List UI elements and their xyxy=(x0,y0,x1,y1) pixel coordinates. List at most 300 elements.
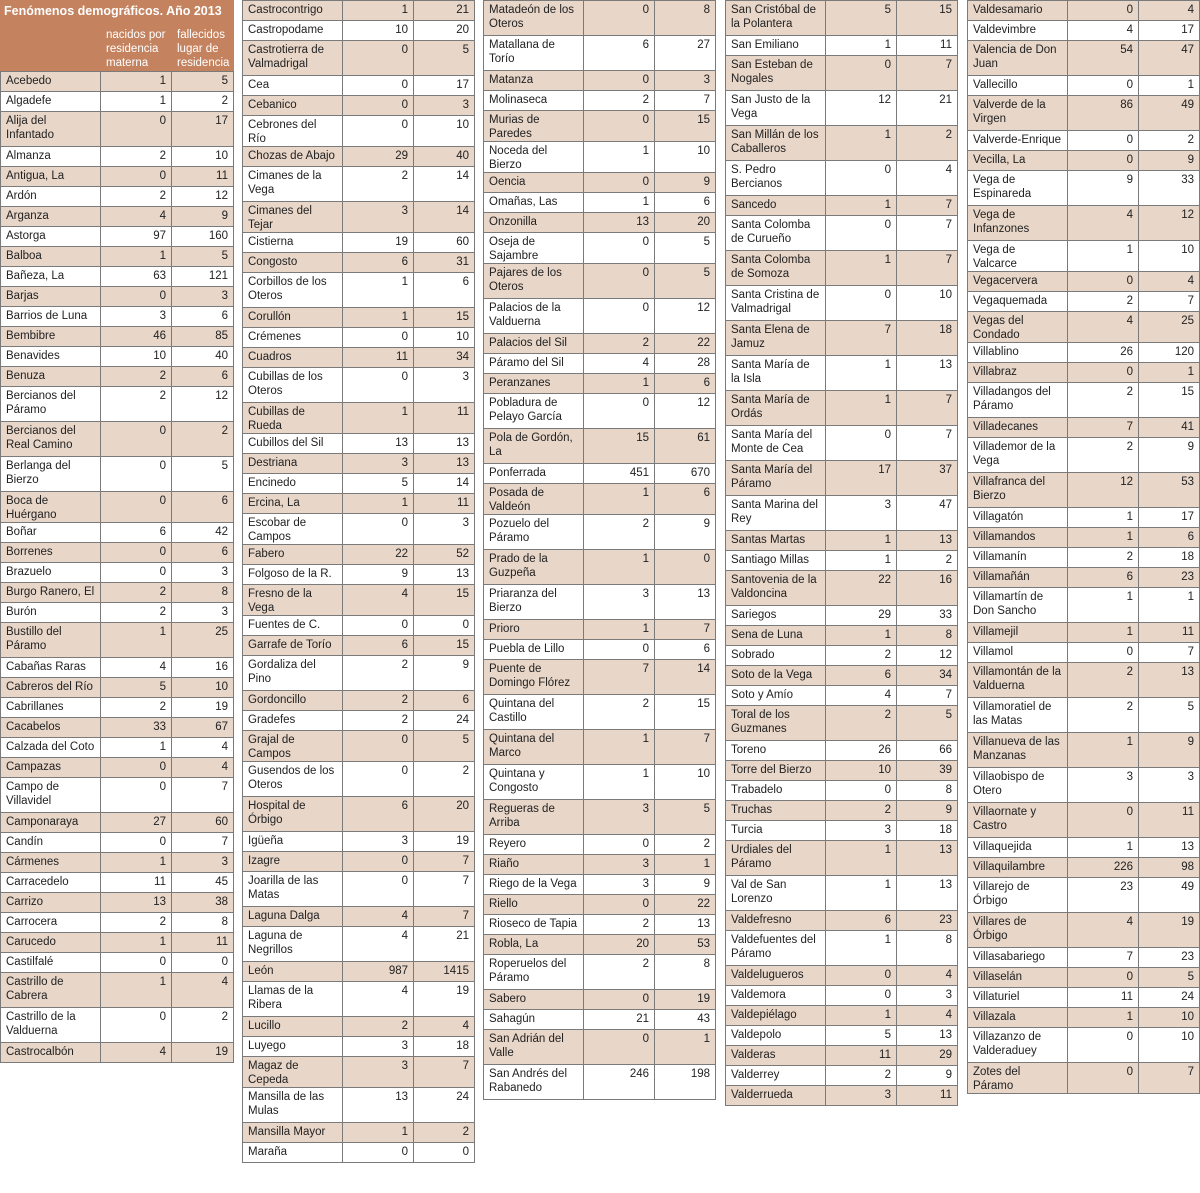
table-row xyxy=(484,1065,716,1100)
table-row xyxy=(726,216,958,251)
table-row xyxy=(484,895,716,915)
deaths-value: 2 xyxy=(897,126,958,161)
births-value: 1 xyxy=(1068,241,1139,272)
municipality-name: Villamoratiel de las Matas xyxy=(968,698,1068,733)
table-row xyxy=(726,706,958,741)
municipality-name: Magaz de Cepeda xyxy=(243,1057,343,1088)
deaths-value: 5 xyxy=(655,264,716,299)
births-value: 15 xyxy=(584,429,655,464)
deaths-value: 25 xyxy=(172,623,234,658)
births-value: 1 xyxy=(101,853,172,873)
deaths-value: 1 xyxy=(655,1030,716,1065)
table-row xyxy=(484,394,716,429)
table-row xyxy=(243,872,475,907)
births-value: 1 xyxy=(343,494,414,514)
municipality-name: Villadecanes xyxy=(968,418,1068,438)
table-row xyxy=(726,646,958,666)
table-row xyxy=(968,438,1200,473)
births-value: 1 xyxy=(584,374,655,394)
births-value: 2 xyxy=(826,801,897,821)
births-value: 1 xyxy=(584,550,655,585)
deaths-value: 7 xyxy=(172,833,234,853)
table-row xyxy=(968,292,1200,312)
births-value: 1 xyxy=(826,551,897,571)
municipality-name: San Justo de la Vega xyxy=(726,91,826,126)
deaths-value: 7 xyxy=(655,91,716,111)
table-row xyxy=(1,813,234,833)
births-value: 0 xyxy=(584,264,655,299)
municipality-name: Valverde-Enrique xyxy=(968,131,1068,151)
deaths-value: 10 xyxy=(655,765,716,800)
table-row xyxy=(243,1143,475,1163)
table-row xyxy=(968,151,1200,171)
deaths-value: 3 xyxy=(172,563,234,583)
municipality-name: Valdefresno xyxy=(726,911,826,931)
births-value: 12 xyxy=(826,91,897,126)
table-row xyxy=(726,36,958,56)
table-row xyxy=(1,227,234,247)
deaths-value: 19 xyxy=(172,1043,234,1063)
births-value: 2 xyxy=(343,656,414,691)
table-row xyxy=(484,91,716,111)
births-value: 3 xyxy=(826,821,897,841)
births-value: 1 xyxy=(826,876,897,911)
births-value: 1 xyxy=(1068,528,1139,548)
births-value: 0 xyxy=(826,216,897,251)
municipality-name: Cacabelos xyxy=(1,718,101,738)
deaths-value: 5 xyxy=(897,706,958,741)
deaths-value: 15 xyxy=(414,308,475,328)
deaths-value: 6 xyxy=(655,374,716,394)
deaths-value: 11 xyxy=(414,403,475,434)
table-row xyxy=(726,781,958,801)
municipality-name: Santa María de la Isla xyxy=(726,356,826,391)
municipality-name: Lucillo xyxy=(243,1017,343,1037)
deaths-value: 2 xyxy=(172,92,234,112)
deaths-value: 13 xyxy=(897,1026,958,1046)
deaths-value: 7 xyxy=(897,426,958,461)
municipality-name: Castrotierra de Valmadrigal xyxy=(243,41,343,76)
table-row xyxy=(484,233,716,264)
municipality-name: Sancedo xyxy=(726,196,826,216)
table-row xyxy=(484,354,716,374)
table-row xyxy=(726,496,958,531)
births-value: 22 xyxy=(826,571,897,606)
deaths-value: 7 xyxy=(414,852,475,872)
table-row xyxy=(484,429,716,464)
births-value: 0 xyxy=(101,422,172,457)
deaths-value: 17 xyxy=(1139,21,1200,41)
births-value: 1 xyxy=(101,247,172,267)
table-row xyxy=(484,990,716,1010)
municipality-name: Villanueva de las Manzanas xyxy=(968,733,1068,768)
municipality-name: Val de San Lorenzo xyxy=(726,876,826,911)
table-row xyxy=(726,931,958,966)
births-value: 0 xyxy=(584,233,655,264)
deaths-value: 4 xyxy=(897,161,958,196)
municipality-name: Castilfalé xyxy=(1,953,101,973)
births-value: 1 xyxy=(826,626,897,646)
table-row xyxy=(243,545,475,565)
deaths-value: 9 xyxy=(655,875,716,895)
births-value: 0 xyxy=(1068,151,1139,171)
table-row xyxy=(968,548,1200,568)
deaths-value: 85 xyxy=(172,327,234,347)
deaths-value: 12 xyxy=(655,394,716,429)
table-row xyxy=(1,913,234,933)
deaths-value: 1 xyxy=(655,855,716,875)
table-row xyxy=(484,111,716,142)
municipality-table xyxy=(242,0,475,1163)
municipality-name: Villamontán de la Valduerna xyxy=(968,663,1068,698)
table-column-3 xyxy=(483,0,715,1100)
municipality-name: Bembibre xyxy=(1,327,101,347)
table-row xyxy=(1,422,234,457)
municipality-name: Fuentes de C. xyxy=(243,616,343,636)
municipality-table xyxy=(725,0,958,1106)
births-value: 0 xyxy=(101,563,172,583)
births-value: 0 xyxy=(343,514,414,545)
births-value: 22 xyxy=(343,545,414,565)
table-row xyxy=(726,1086,958,1106)
births-value: 1 xyxy=(826,931,897,966)
table-row xyxy=(243,636,475,656)
municipality-name: Villarejo de Órbigo xyxy=(968,878,1068,913)
table-row xyxy=(243,616,475,636)
births-value: 3 xyxy=(1068,768,1139,803)
table-row xyxy=(1,367,234,387)
municipality-name: Izagre xyxy=(243,852,343,872)
municipality-name: San Adrián del Valle xyxy=(484,1030,584,1065)
municipality-name: Cea xyxy=(243,76,343,96)
table-row xyxy=(1,543,234,563)
deaths-value: 42 xyxy=(172,523,234,543)
births-value: 4 xyxy=(584,354,655,374)
deaths-value: 8 xyxy=(172,583,234,603)
deaths-value: 0 xyxy=(172,953,234,973)
table-row xyxy=(1,1043,234,1063)
deaths-value: 6 xyxy=(1139,528,1200,548)
municipality-name: Laguna Dalga xyxy=(243,907,343,927)
deaths-value: 4 xyxy=(172,973,234,1008)
deaths-value: 18 xyxy=(897,821,958,841)
births-value: 0 xyxy=(343,1143,414,1163)
births-value: 2 xyxy=(584,915,655,935)
births-value: 2 xyxy=(1068,438,1139,473)
municipality-name: Candín xyxy=(1,833,101,853)
municipality-name: Corullón xyxy=(243,308,343,328)
deaths-value: 49 xyxy=(1139,96,1200,131)
municipality-name: Noceda del Bierzo xyxy=(484,142,584,173)
table-row xyxy=(243,514,475,545)
births-value: 9 xyxy=(1068,171,1139,206)
municipality-name: Almanza xyxy=(1,147,101,167)
deaths-value: 19 xyxy=(414,982,475,1017)
births-value: 0 xyxy=(343,852,414,872)
births-value: 1 xyxy=(1068,1008,1139,1028)
municipality-name: Matallana de Torío xyxy=(484,36,584,71)
table-row xyxy=(968,968,1200,988)
births-value: 226 xyxy=(1068,858,1139,878)
municipality-name: Villaornate y Castro xyxy=(968,803,1068,838)
municipality-name: Santa María de Ordás xyxy=(726,391,826,426)
municipality-name: Cubillas de los Oteros xyxy=(243,368,343,403)
births-value: 1 xyxy=(343,308,414,328)
table-row xyxy=(968,623,1200,643)
deaths-value: 6 xyxy=(172,307,234,327)
municipality-name: Bustillo del Páramo xyxy=(1,623,101,658)
table-row xyxy=(726,321,958,356)
deaths-value: 6 xyxy=(655,193,716,213)
births-value: 3 xyxy=(826,496,897,531)
births-value: 0 xyxy=(826,286,897,321)
deaths-value: 17 xyxy=(1139,508,1200,528)
table-row xyxy=(726,551,958,571)
municipality-name: Ercina, La xyxy=(243,494,343,514)
deaths-value: 24 xyxy=(414,1088,475,1123)
municipality-name: Cimanes del Tejar xyxy=(243,202,343,233)
municipality-name: Villablino xyxy=(968,343,1068,363)
municipality-name: Villares de Órbigo xyxy=(968,913,1068,948)
table-row xyxy=(968,96,1200,131)
table-row xyxy=(968,588,1200,623)
deaths-value: 15 xyxy=(655,111,716,142)
deaths-value: 7 xyxy=(414,1057,475,1088)
table-row xyxy=(726,986,958,1006)
deaths-value: 21 xyxy=(897,91,958,126)
births-value: 2 xyxy=(1068,663,1139,698)
deaths-value: 7 xyxy=(897,56,958,91)
municipality-name: Gordoncillo xyxy=(243,691,343,711)
municipality-name: Oseja de Sajambre xyxy=(484,233,584,264)
deaths-value: 23 xyxy=(1139,568,1200,588)
table-row xyxy=(243,147,475,167)
births-value: 21 xyxy=(584,1010,655,1030)
births-value: 0 xyxy=(101,778,172,813)
deaths-value: 3 xyxy=(414,514,475,545)
births-value: 4 xyxy=(101,1043,172,1063)
table-row xyxy=(1,347,234,367)
births-value: 29 xyxy=(343,147,414,167)
table-row xyxy=(968,858,1200,878)
table-row xyxy=(968,41,1200,76)
municipality-name: Reyero xyxy=(484,835,584,855)
municipality-name: Maraña xyxy=(243,1143,343,1163)
deaths-value: 3 xyxy=(1139,768,1200,803)
deaths-value: 13 xyxy=(414,565,475,585)
municipality-name: Mansilla de las Mulas xyxy=(243,1088,343,1123)
municipality-name: Santa María del Monte de Cea xyxy=(726,426,826,461)
table-row xyxy=(243,348,475,368)
municipality-name: Santa Colomba de Curueño xyxy=(726,216,826,251)
table-row xyxy=(484,36,716,71)
births-value: 2 xyxy=(1068,548,1139,568)
municipality-name: Crémenes xyxy=(243,328,343,348)
births-value: 2 xyxy=(101,367,172,387)
deaths-value: 6 xyxy=(172,367,234,387)
municipality-name: Fabero xyxy=(243,545,343,565)
births-value: 0 xyxy=(1068,76,1139,96)
table-row xyxy=(968,241,1200,272)
municipality-name: Villagatón xyxy=(968,508,1068,528)
table-row xyxy=(1,623,234,658)
table-row xyxy=(968,698,1200,733)
table-row xyxy=(968,343,1200,363)
table-row xyxy=(968,206,1200,241)
municipality-name: Berlanga del Bierzo xyxy=(1,457,101,492)
births-value: 17 xyxy=(826,461,897,496)
births-value: 4 xyxy=(343,907,414,927)
table-row xyxy=(243,1088,475,1123)
deaths-value: 3 xyxy=(172,287,234,307)
births-value: 2 xyxy=(101,698,172,718)
municipality-name: Villadangos del Páramo xyxy=(968,383,1068,418)
births-value: 4 xyxy=(1068,913,1139,948)
municipality-name: Urdiales del Páramo xyxy=(726,841,826,876)
deaths-value: 3 xyxy=(897,986,958,1006)
municipality-name: Quintana y Congosto xyxy=(484,765,584,800)
table-row xyxy=(484,765,716,800)
deaths-value: 9 xyxy=(897,801,958,821)
table-row xyxy=(243,762,475,797)
births-value: 1 xyxy=(1068,588,1139,623)
municipality-name: Valderas xyxy=(726,1046,826,1066)
births-value: 6 xyxy=(343,636,414,656)
table-row xyxy=(484,620,716,640)
municipality-name: Puente de Domingo Flórez xyxy=(484,660,584,695)
municipality-name: Villaquilambre xyxy=(968,858,1068,878)
births-value: 2 xyxy=(1068,383,1139,418)
table-row xyxy=(968,171,1200,206)
births-value: 0 xyxy=(584,173,655,193)
table-row xyxy=(968,508,1200,528)
municipality-name: Truchas xyxy=(726,801,826,821)
table-row xyxy=(484,915,716,935)
births-value: 2 xyxy=(101,147,172,167)
table-column-5 xyxy=(967,0,1199,1094)
deaths-value: 9 xyxy=(1139,438,1200,473)
births-value: 1 xyxy=(101,973,172,1008)
municipality-name: Villamañán xyxy=(968,568,1068,588)
municipality-name: Folgoso de la R. xyxy=(243,565,343,585)
municipality-name: Barrios de Luna xyxy=(1,307,101,327)
births-value: 2 xyxy=(584,334,655,354)
table-row xyxy=(243,233,475,253)
table-row xyxy=(243,41,475,76)
births-value: 13 xyxy=(343,1088,414,1123)
municipality-name: Matadeón de los Oteros xyxy=(484,1,584,36)
table-row xyxy=(1,973,234,1008)
table-row xyxy=(726,821,958,841)
municipality-name: Carucedo xyxy=(1,933,101,953)
births-value: 0 xyxy=(343,96,414,116)
table-row xyxy=(726,251,958,286)
births-value: 29 xyxy=(826,606,897,626)
deaths-value: 13 xyxy=(1139,663,1200,698)
deaths-value: 7 xyxy=(897,686,958,706)
header-table xyxy=(0,0,234,71)
municipality-name: Pozuelo del Páramo xyxy=(484,515,584,550)
births-value: 987 xyxy=(343,962,414,982)
table-row xyxy=(243,832,475,852)
municipality-name: Destriana xyxy=(243,454,343,474)
municipality-name: Cabañas Raras xyxy=(1,658,101,678)
municipality-name: Astorga xyxy=(1,227,101,247)
deaths-value: 20 xyxy=(414,797,475,832)
municipality-name: San Andrés del Rabanedo xyxy=(484,1065,584,1100)
municipality-name: San Emiliano xyxy=(726,36,826,56)
table-row xyxy=(243,368,475,403)
municipality-name: Regueras de Arriba xyxy=(484,800,584,835)
municipality-name: Castrillo de Cabrera xyxy=(1,973,101,1008)
table-row xyxy=(1,583,234,603)
deaths-value: 66 xyxy=(897,741,958,761)
table-row xyxy=(1,563,234,583)
births-value: 0 xyxy=(101,457,172,492)
municipality-name: Camponaraya xyxy=(1,813,101,833)
table-row xyxy=(1,1008,234,1043)
municipality-name: Calzada del Coto xyxy=(1,738,101,758)
table-row xyxy=(484,374,716,394)
births-value: 0 xyxy=(584,1,655,36)
deaths-value: 2 xyxy=(897,551,958,571)
table-row xyxy=(968,568,1200,588)
births-value: 3 xyxy=(343,1037,414,1057)
births-value: 2 xyxy=(826,646,897,666)
municipality-name: Vega de Espinareda xyxy=(968,171,1068,206)
deaths-value: 7 xyxy=(414,907,475,927)
births-value: 4 xyxy=(1068,21,1139,41)
deaths-value: 0 xyxy=(414,1143,475,1163)
table-row xyxy=(484,142,716,173)
deaths-value: 11 xyxy=(172,167,234,187)
municipality-name: Toreno xyxy=(726,741,826,761)
births-value: 2 xyxy=(101,603,172,623)
deaths-value: 38 xyxy=(172,893,234,913)
municipality-name: Villazala xyxy=(968,1008,1068,1028)
municipality-name: Villaselán xyxy=(968,968,1068,988)
municipality-name: Villaquejida xyxy=(968,838,1068,858)
municipality-name: Sena de Luna xyxy=(726,626,826,646)
table-row xyxy=(726,666,958,686)
municipality-name: Sahagún xyxy=(484,1010,584,1030)
births-value: 4 xyxy=(1068,206,1139,241)
municipality-name: Riaño xyxy=(484,855,584,875)
municipality-name: Cebrones del Río xyxy=(243,116,343,147)
births-value: 2 xyxy=(584,515,655,550)
births-value: 1 xyxy=(1068,838,1139,858)
table-row xyxy=(968,838,1200,858)
municipality-name: San Millán de los Caballeros xyxy=(726,126,826,161)
table-row xyxy=(1,738,234,758)
births-value: 26 xyxy=(1068,343,1139,363)
births-value: 0 xyxy=(343,41,414,76)
deaths-value: 19 xyxy=(414,832,475,852)
births-value: 19 xyxy=(343,233,414,253)
municipality-name: Villaobispo de Otero xyxy=(968,768,1068,803)
births-value: 1 xyxy=(826,841,897,876)
births-value: 5 xyxy=(343,474,414,494)
births-value: 1 xyxy=(826,36,897,56)
births-value: 2 xyxy=(101,583,172,603)
births-value: 0 xyxy=(343,872,414,907)
births-value: 3 xyxy=(343,454,414,474)
table-row xyxy=(484,935,716,955)
deaths-value: 13 xyxy=(897,356,958,391)
deaths-value: 6 xyxy=(172,543,234,563)
deaths-header: fallecidos lugar de residencia xyxy=(172,26,234,71)
municipality-name: Burgo Ranero, El xyxy=(1,583,101,603)
